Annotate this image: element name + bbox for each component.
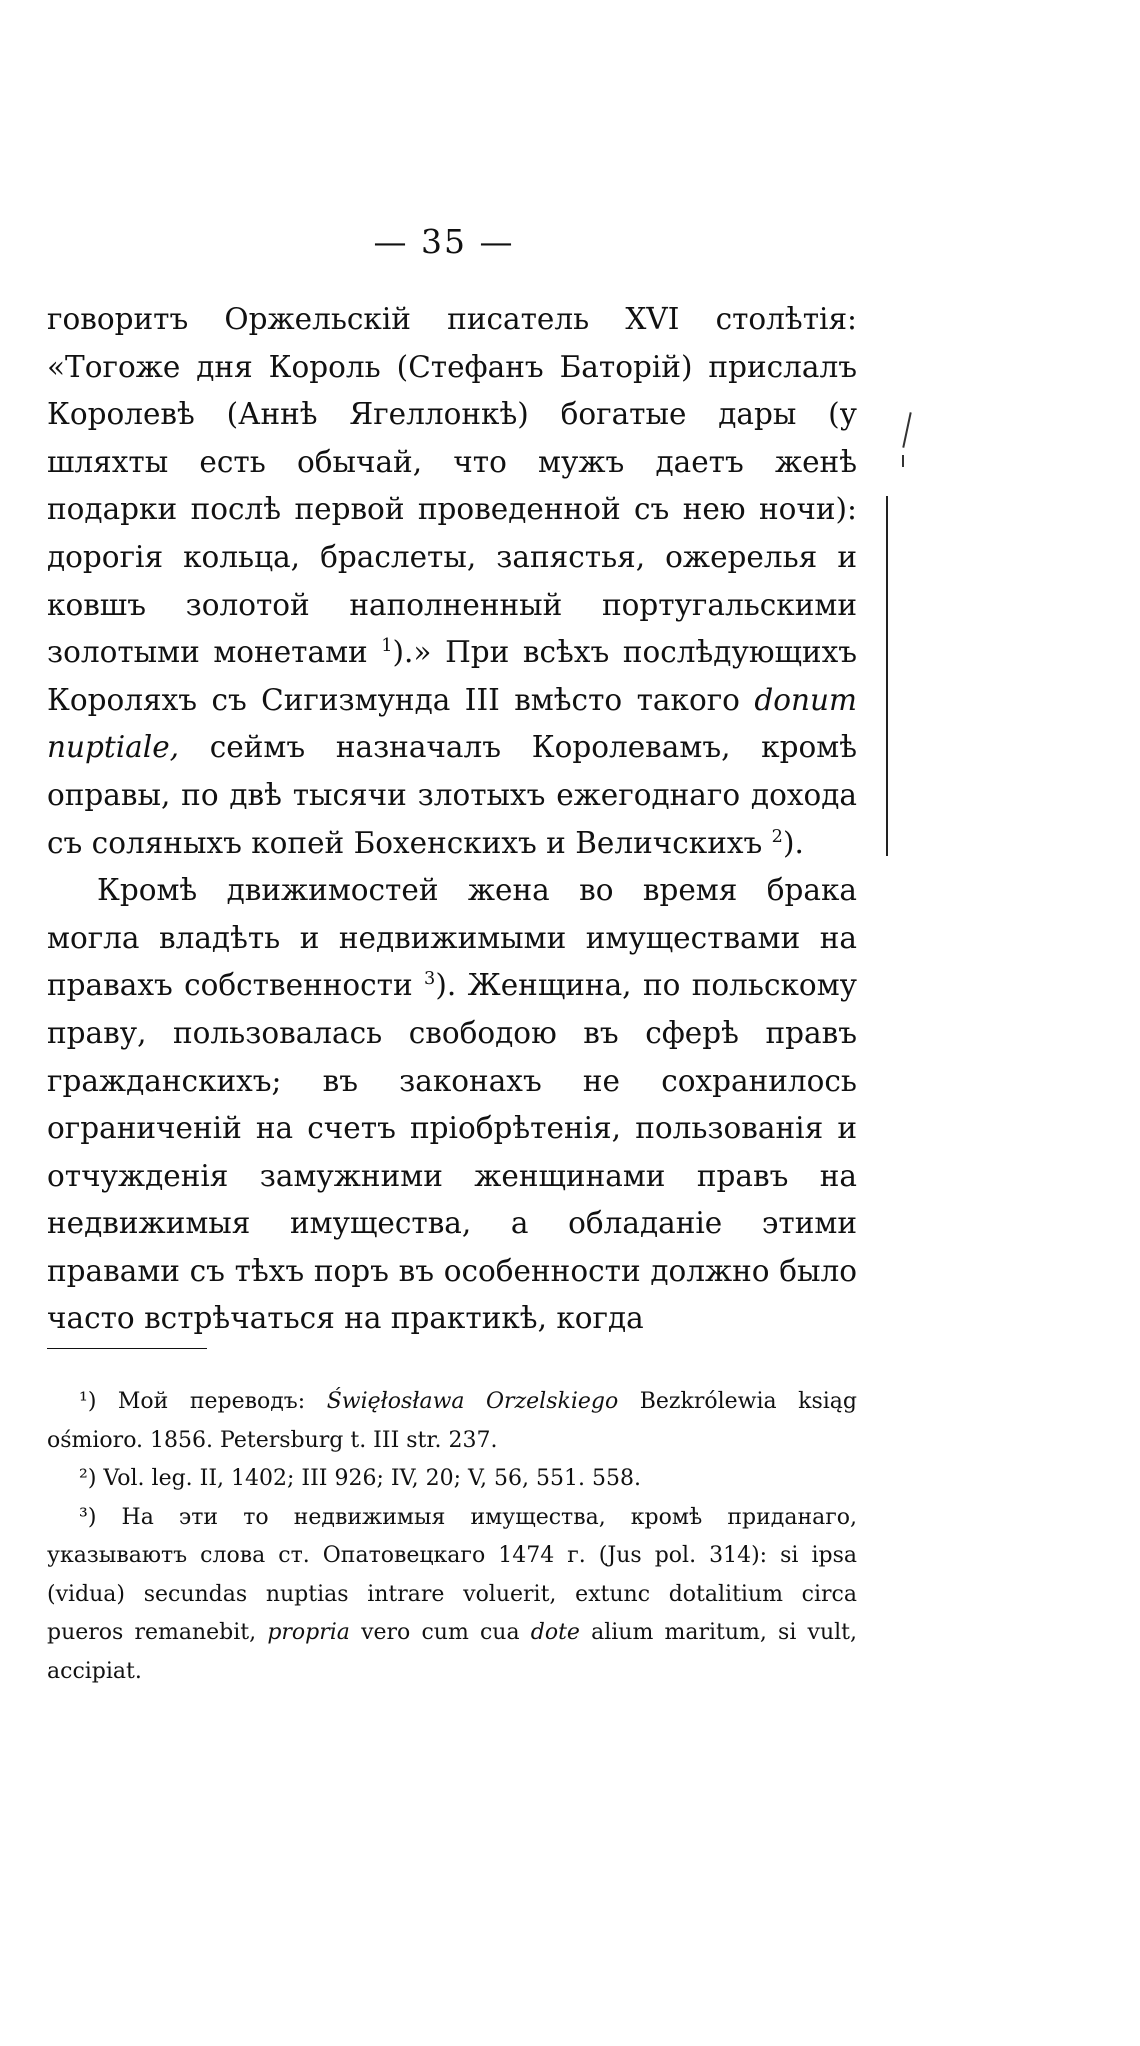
page-number: — 35 — [373,222,515,261]
margin-mark-tick-mid [902,455,904,467]
footnote-2-mark: ²) [79,1466,97,1491]
paragraph-1-text-c: сеймъ назначалъ Королевамъ, кромѣ оправы, по двѣ тысячи злотыхъ ежегоднаго дохода съ соляныхъ копей Бохенскихъ и Величскихъ [47,730,857,860]
margin-mark-tick-top [902,412,911,448]
footnote-1-text-b: Bezkrólewia ksiąg ośmioro. 1856. Petersburg t. III str. 237. [47,1389,857,1453]
paragraph-1-italic: donum nuptiale, [47,682,857,765]
footnote-3-italic-2: dote [530,1620,580,1645]
footnote-2-text: Vol. leg. II, 1402; III 926; IV, 20; V, 56, 551. 558. [96,1466,641,1491]
footnote-3-mark: ³) [79,1504,97,1530]
footnote-3 [47,1499,857,1692]
footnote-3-text-b: vero cum cua [349,1620,531,1645]
paragraph-1-text-d: ). [782,825,804,860]
footnote-1-text-a: Мой переводъ: [96,1389,327,1414]
footnote-3-italic-1: propria [267,1620,350,1645]
footnote-1-mark: ¹) [79,1389,97,1414]
paragraph-1-text-b: ).» При всѣхъ послѣдующихъ Короляхъ съ Сигизмунда III вмѣсто такого [47,635,857,717]
footnote-2 [47,1460,857,1499]
footnote-ref-2: 2 [771,826,783,847]
paragraph-1-text-a: говоритъ Оржельскій писатель XVI столѣтія: «Тогоже дня Король (Стефанъ Баторій) прислалъ Королевѣ (Аннѣ Ягеллонкѣ) богатые дары (у шляхты есть обычай, что мужъ даетъ женѣ подарки послѣ первой проведенной съ нею ночи): дорогія кольца, браслеты, запястья, ожерелья и ковшъ золотой наполненный португальскими золотыми монетами [47,302,857,670]
footnote-3-text-c: alium maritum, si vult, accipiat. [47,1620,858,1684]
margin-mark-line [886,496,888,856]
footnote-ref-1: 1 [381,636,393,657]
footnote-ref-3: 3 [424,969,436,990]
paragraph-2-text-a: Кромѣ движимостей жена во время брака могла владѣть и недвижимыми имуществами на правахъ собственности [47,873,857,1003]
footnotes [47,1383,857,1691]
footnote-separator [47,1348,207,1349]
footnote-3-text-a: На эти то недвижимыя имущества, кромѣ приданаго, указываютъ слова ст. Опатовецкаго 1474 г. (Jus pol. 314): si ipsa (vidua) secundas nuptias intrare voluerit, extunc dotalitium circa pueros remanebit, [47,1504,857,1645]
footnote-1-italic: Święłosława Orzelskiego [326,1389,619,1414]
paragraph-1 [47,296,857,867]
paragraph-2 [47,867,857,1343]
paragraph-2-text-b: ). Женщина, по польскому праву, пользовалась свободою въ сферѣ правъ гражданскихъ; въ законахъ не сохранилось ограниченій на счетъ пріобрѣтенія, пользованія и отчужденія замужними женщинами правъ на недвижимыя имущества, а обладаніе этими правами съ тѣхъ поръ въ особенности должно было часто встрѣчаться на практикѣ, когда [47,968,857,1336]
main-text [47,296,857,1343]
footnote-1 [47,1383,857,1460]
